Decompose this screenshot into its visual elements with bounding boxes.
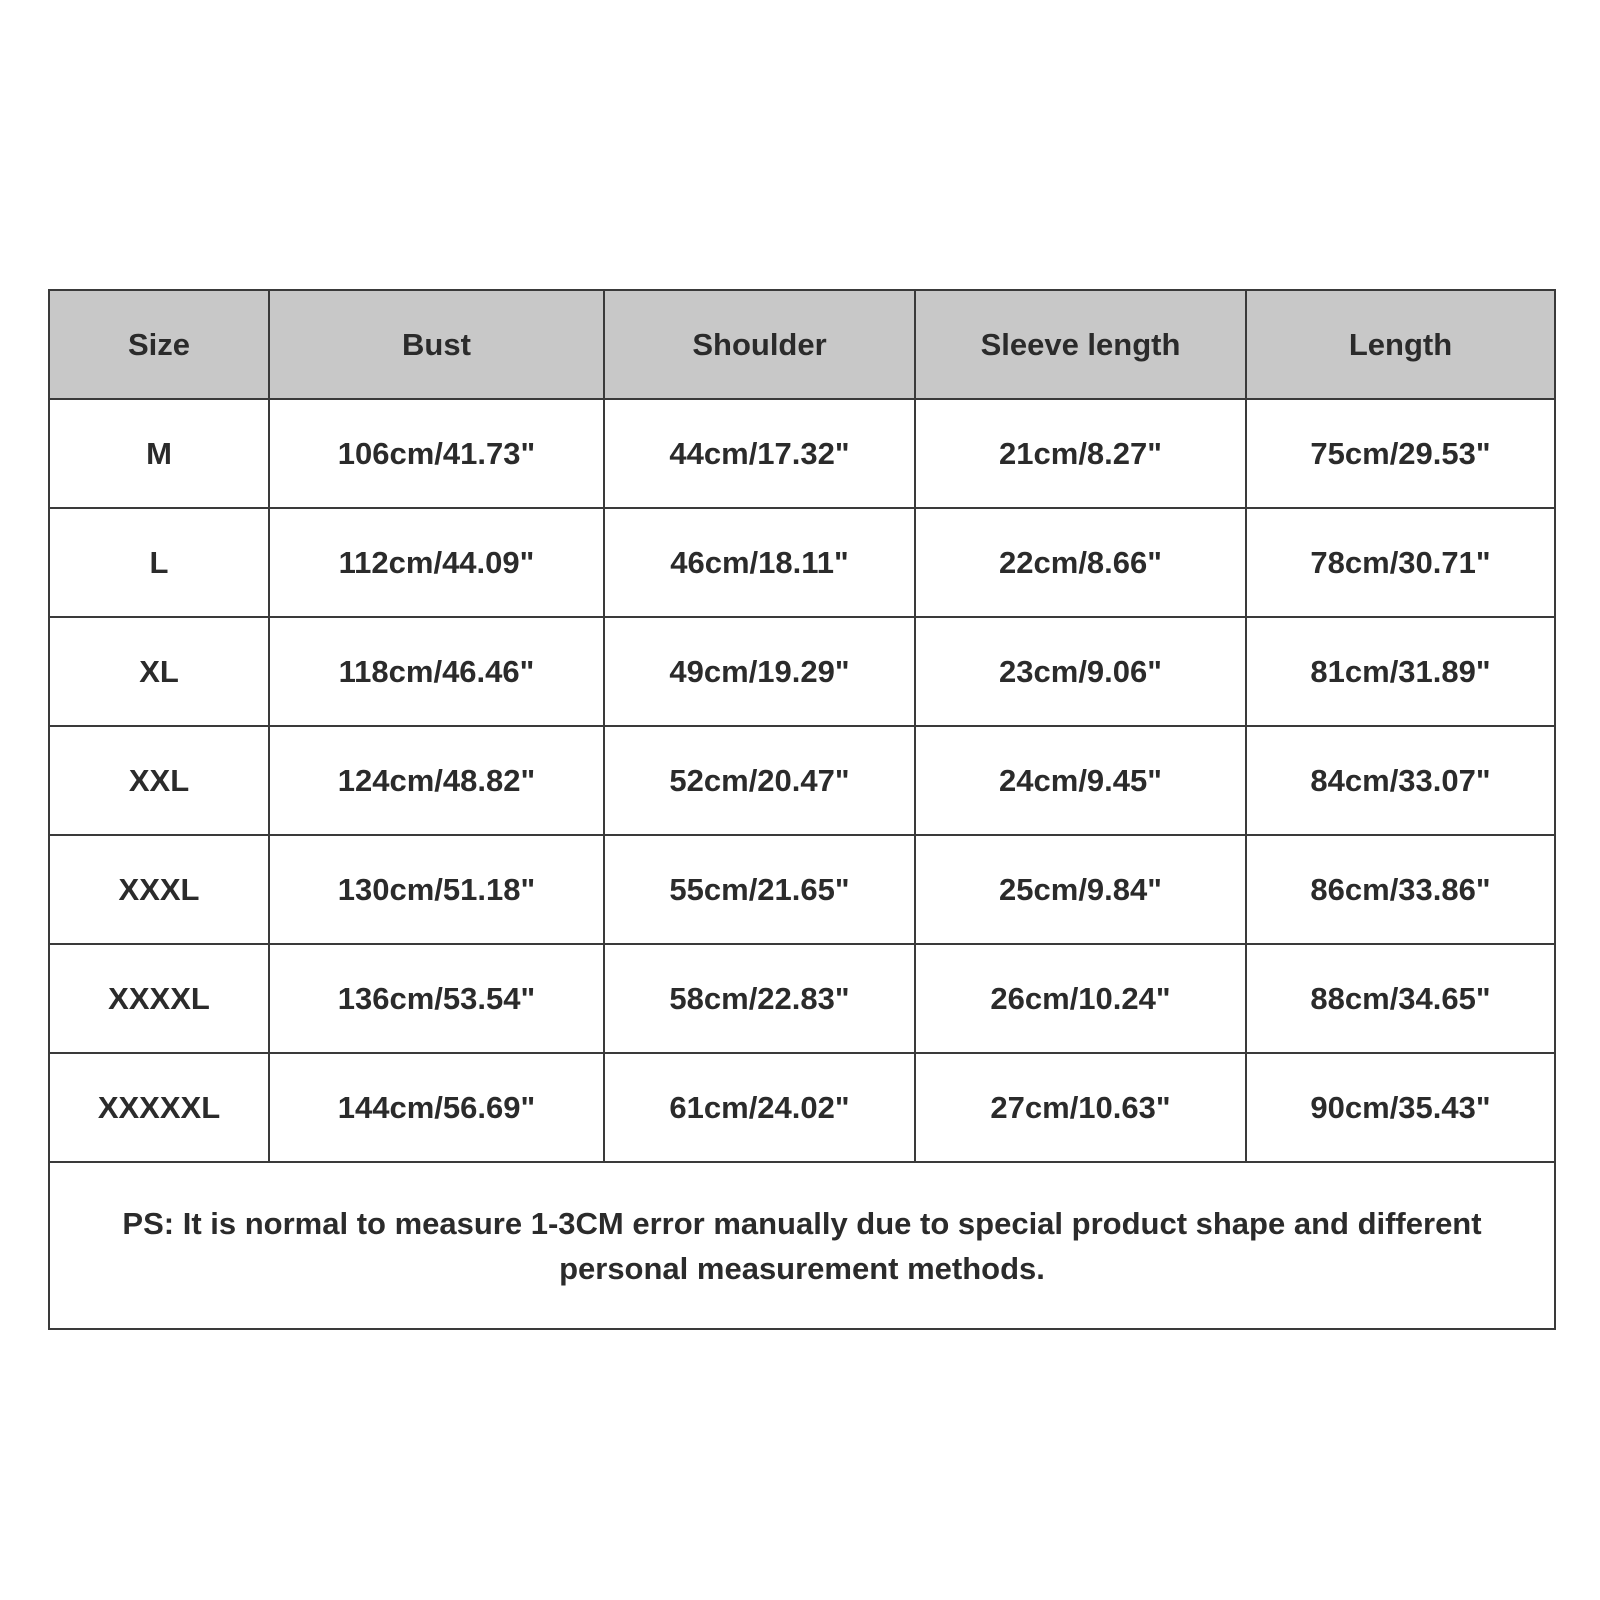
cell-shoulder: 49cm/19.29" [604, 617, 915, 726]
header-length: Length [1246, 290, 1555, 399]
cell-sleeve-length: 25cm/9.84" [915, 835, 1246, 944]
table-row [49, 399, 1555, 508]
cell-size: L [49, 508, 269, 617]
cell-sleeve-length: 26cm/10.24" [915, 944, 1246, 1053]
cell-bust: 130cm/51.18" [269, 835, 604, 944]
cell-bust: 106cm/41.73" [269, 399, 604, 508]
header-size: Size [49, 290, 269, 399]
cell-sleeve-length: 27cm/10.63" [915, 1053, 1246, 1162]
header-shoulder: Shoulder [604, 290, 915, 399]
cell-shoulder: 46cm/18.11" [604, 508, 915, 617]
cell-shoulder: 44cm/17.32" [604, 399, 915, 508]
header-row [49, 290, 1555, 399]
table-row [49, 726, 1555, 835]
cell-shoulder: 55cm/21.65" [604, 835, 915, 944]
cell-size: XXL [49, 726, 269, 835]
cell-sleeve-length: 22cm/8.66" [915, 508, 1246, 617]
cell-sleeve-length: 21cm/8.27" [915, 399, 1246, 508]
cell-shoulder: 61cm/24.02" [604, 1053, 915, 1162]
measurement-note: PS: It is normal to measure 1-3CM error manually due to special product shape and different personal measurement methods. [49, 1162, 1555, 1329]
cell-size: XXXXXL [49, 1053, 269, 1162]
cell-bust: 124cm/48.82" [269, 726, 604, 835]
table-row [49, 617, 1555, 726]
size-chart-table [48, 289, 1556, 1330]
cell-bust: 136cm/53.54" [269, 944, 604, 1053]
cell-size: XL [49, 617, 269, 726]
note-row [49, 1162, 1555, 1329]
cell-length: 86cm/33.86" [1246, 835, 1555, 944]
table-row [49, 1053, 1555, 1162]
cell-size: XXXXL [49, 944, 269, 1053]
cell-bust: 118cm/46.46" [269, 617, 604, 726]
table-row [49, 835, 1555, 944]
header-sleeve-length: Sleeve length [915, 290, 1246, 399]
cell-bust: 144cm/56.69" [269, 1053, 604, 1162]
cell-sleeve-length: 23cm/9.06" [915, 617, 1246, 726]
cell-length: 81cm/31.89" [1246, 617, 1555, 726]
table-row [49, 944, 1555, 1053]
header-bust: Bust [269, 290, 604, 399]
cell-length: 75cm/29.53" [1246, 399, 1555, 508]
cell-length: 84cm/33.07" [1246, 726, 1555, 835]
cell-shoulder: 58cm/22.83" [604, 944, 915, 1053]
cell-length: 88cm/34.65" [1246, 944, 1555, 1053]
cell-shoulder: 52cm/20.47" [604, 726, 915, 835]
cell-length: 90cm/35.43" [1246, 1053, 1555, 1162]
cell-size: XXXL [49, 835, 269, 944]
cell-length: 78cm/30.71" [1246, 508, 1555, 617]
cell-sleeve-length: 24cm/9.45" [915, 726, 1246, 835]
table-row [49, 508, 1555, 617]
cell-bust: 112cm/44.09" [269, 508, 604, 617]
cell-size: M [49, 399, 269, 508]
